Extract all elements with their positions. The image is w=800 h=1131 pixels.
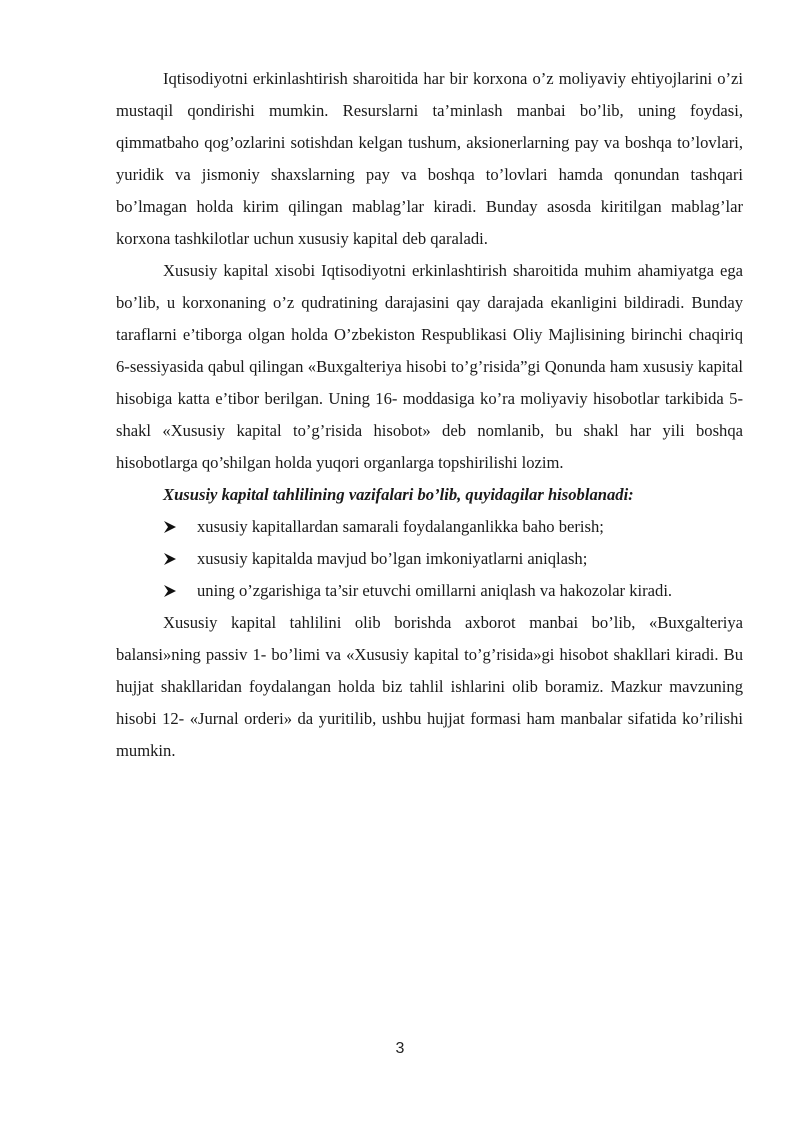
body-paragraph-1: Iqtisodiyotni erkinlashtirish sharoitida har bir korxona o’z moliyaviy ehtiyojlarini o’zi mustaqil qondirishi mumkin. Resurslarni ta’minlash manbai bo’lib, uning foydasi, qimmatbaho qog’ozlarini sotishdan kelgan tushum, aksionerlarning pay va boshqa to’lovlari, yuridik va jismoniy shaxslarning pay va boshqa to’lovlari hamda qonundan tashqari bo’lmagan holda kirim qilingan mablag’lar kiradi. Bunday asosda kiritilgan mablag’lar korxona tashkilotlar uchun xususiy kapital deb qaraladi. xyxy=(116,69,743,248)
bullet-text: uning o’zgarishiga ta’sir etuvchi omillarni aniqlash va hakozolar kiradi. xyxy=(197,581,673,600)
arrowhead-bullet-icon xyxy=(163,543,183,575)
body-paragraph-3: Xususiy kapital tahlilini olib borishda axborot manbai bo’lib, «Buxgalteriya balansi»ning passiv 1- bo’limi va «Xususiy kapital to’g’risida»gi hisobot shakllari kiradi. Bu hujjat shakllaridan foydalangan holda biz tahlil ishlarini olib boramiz. Mazkur mavzuning hisobi 12- «Jurnal orderi» da yuritilib, ushbu hujjat formasi ham manbalar sifatida ko’rilishi mumkin. xyxy=(116,613,743,760)
section-heading: Xususiy kapital tahlilining vazifalari bo’lib, quyidagilar hisoblanadi: xyxy=(163,485,634,504)
body-paragraph-2: Xususiy kapital xisobi Iqtisodiyotni erkinlashtirish sharoitida muhim ahamiyatga ega bo’lib, u korxonaning o’z qudratining darajasini qay darajada ekanligini bildiradi. Bunday taraflarni e’tiborga olgan holda O’zbekiston Respublikasi Oliy Majlisining birinchi chaqiriq 6-sessiyasida qabul qilingan «Buxgalteriya hisobi to’g’risida”gi Qonunda ham xususiy kapital hisobiga katta e’tibor berilgan. Uning 16- moddasiga ko’ra moliyaviy hisobotlar tarkibida 5- shakl «Xususiy kapital to’g’risida hisobot» deb nomlanib, bu shakl har yili boshqa hisobotlarga qo’shilgan holda yuqori organlarga topshirilishi lozim. xyxy=(116,261,743,472)
bullet-list xyxy=(116,511,743,607)
arrowhead-bullet-icon xyxy=(163,511,183,543)
arrowhead-bullet-icon xyxy=(163,575,183,607)
bullet-item xyxy=(116,511,743,543)
document-page xyxy=(116,63,743,767)
page-number: 3 xyxy=(395,1040,405,1057)
bullet-text: xususiy kapitallardan samarali foydalanganlikka baho berish; xyxy=(197,517,604,536)
bullet-item xyxy=(116,543,743,575)
bullet-text: xususiy kapitalda mavjud bo’lgan imkoniyatlarni aniqlash; xyxy=(197,549,588,568)
bullet-item xyxy=(116,575,743,607)
